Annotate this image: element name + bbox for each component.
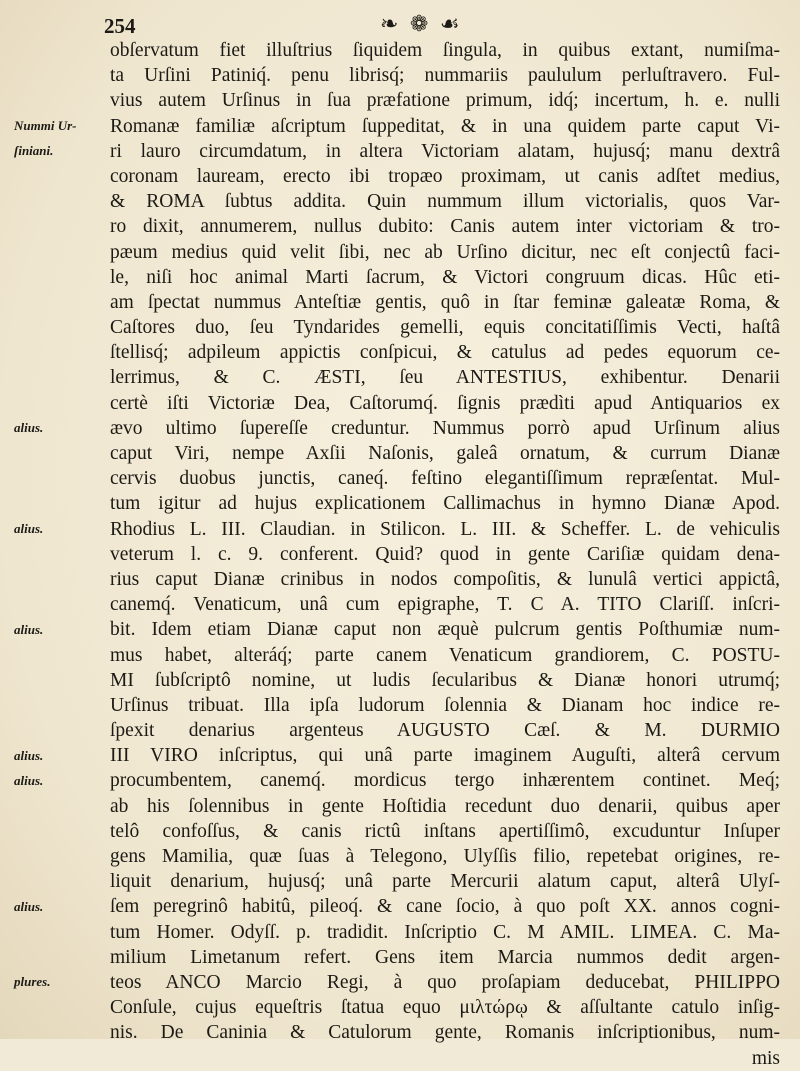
text-line: canemq́. Venaticum, unâ cum epigraphe, T. C A. TITO Clariſſ. inſcri- (110, 594, 780, 616)
text-line: caput Viri, nempe Axſii Naſonis, galeâ ornatum, & currum Dianæ (110, 443, 780, 464)
text-line: cervis duobus junctis, caneq́. feſtino elegantiſſimum repræſentat. Mul- (110, 468, 780, 490)
text-line: gens Mamilia, quæ ſuas à Telegono, Ulyſſis filio, repetebat origines, re- (110, 846, 780, 867)
text-line: Romanæ familiæ aſcriptum ſuppeditat, & in una quidem parte caput Vi- (110, 115, 780, 137)
margin-note: alius. (14, 772, 44, 788)
margin-note: ſiniani. (14, 142, 54, 158)
text-line: ab his ſolennibus in gente Hoſtidia recedunt duo denarii, quibus aper (110, 795, 780, 817)
text-line: am ſpectat nummus Anteſtiæ gentis, quô in ſtar feminæ galeatæ Roma, & (110, 291, 780, 313)
text-line: tum igitur ad hujus explicationem Callimachus in hymno Dianæ Apod. (110, 493, 780, 515)
margin-note: alius. (14, 621, 44, 637)
text-line: teos ANCO Marcio Regi, à quo proſapiam deducebat, PHILIPPO (110, 971, 780, 993)
text-line: ſem peregrinô habitû, pileoq́. & cane ſocio, à quo poſt XX. annos cogni- (110, 896, 780, 918)
text-line: bit. Idem etiam Dianæ caput non æquè pulcrum gentis Poſthumiæ num- (110, 619, 780, 641)
text-line: liquit denarium, hujusq́; unâ parte Mercurii alatum caput, alterâ Ulyſ- (110, 871, 780, 893)
margin-note: alius. (14, 747, 44, 763)
margin-note: plures. (14, 974, 51, 990)
text-line: veterum l. c. 9. conferent. Quid? quod in gente Cariſiæ quidam dena- (110, 543, 780, 565)
text-line: le, niſi hoc animal Marti ſacrum, & Victori congruum dicas. Hûc eti- (110, 266, 780, 288)
text-line: lerrimus, & C. ÆSTI, ſeu ANTESTIUS, exhibentur. Denarii (110, 367, 780, 389)
text-line: milium Limetanum refert. Gens item Marcia nummos dedit argen- (110, 946, 780, 968)
text-line: pæum medius quid velit ſibi, nec ab Urſino dicitur, nec eſt conjectû faci- (110, 241, 780, 263)
text-line: ri lauro circumdatum, in altera Victoriam alatam, hujusq́; manu dextrâ (110, 140, 780, 162)
text-line: rius caput Dianæ crinibus in nodos compoſitis, & lunulâ vertici appictâ, (110, 568, 780, 590)
text-line: certè iſti Victoriæ Dea, Caſtorumq́. ſignis prædìti apud Antiquarios ex (110, 392, 780, 414)
margin-note: alius. (14, 520, 44, 536)
page-number: 254 (104, 14, 136, 38)
text-line: Rhodius L. III. Claudian. in Stilicon. L. III. & Scheffer. L. de vehiculis (110, 518, 780, 540)
text-line: coronam lauream, erecto ibi tropæo proximam, ut canis adſtet medius, (110, 165, 780, 187)
text-line: Conſule, cujus equeſtris ſtatua equo μιλτώρῳ & aſſultante catulo inſig- (110, 997, 780, 1019)
text-line: ſpexit denarius argenteus AUGUSTO Cæſ. & M. DURMIO (110, 720, 780, 742)
text-line: procumbentem, canemq́. mordicus tergo inhærentem continet. Meq́; (110, 770, 780, 792)
margin-note: alius. (14, 420, 44, 435)
text-line: mis (751, 1047, 780, 1069)
page-header (0, 8, 800, 36)
text-line: MI ſubſcriptô nomine, ut ludis ſecularibus & Dianæ honori utrumq́; (110, 669, 780, 691)
text-line: ta Urſini Patiniq́. penu librisq́; nummariis paululum perluſtravero. Ful- (110, 65, 780, 87)
margin-note: Nummi Ur- (14, 117, 77, 133)
text-line: Caſtores duo, ſeu Tyndarides gemelli, equis concitatiſſimis Vecti, haſtâ (110, 317, 780, 339)
header-ornament: ❧ ❁ ☙ (380, 11, 463, 36)
text-line: tum Homer. Odyſſ. p. tradidit. Inſcriptio C. M AMIL. LIMEA. C. Ma- (110, 921, 780, 943)
text-line: & ROMA ſubtus addita. Quin nummum illum victorialis, quos Var- (110, 191, 780, 213)
text-line: ro dixit, annumerem, nullus dubito: Canis autem inter victoriam & tro- (110, 216, 780, 238)
text-line: obſervatum fiet illuſtrius ſiquidem ſingula, in quibus extant, numiſma- (110, 40, 780, 61)
text-line: ævo ultimo ſupereſſe creduntur. Nummus porrò apud Urſinum alius (110, 417, 780, 439)
body-text (110, 38, 780, 1071)
text-line: Urſinus tribuat. Illa ipſa ludorum ſolennia & Dianam hoc indice re- (110, 694, 780, 716)
text-line: III VIRO inſcriptus, qui unâ parte imaginem Auguſti, alterâ cervum (110, 745, 780, 767)
text-line: vius autem Urſinus in ſua præfatione primum, idq́; incertum, h. e. nulli (110, 90, 780, 112)
margin-note: alius. (14, 898, 44, 914)
text-line: nis. De Caninia & Catulorum gente, Romanis inſcriptionibus, num- (110, 1022, 780, 1044)
text-line: ſtellisq́; adpileum appictis conſpicui, & catulus ad pedes equorum ce- (110, 342, 780, 364)
text-line: telô confoſſus, & canis rictû inſtans apertiſſimô, excuduntur Inſuper (110, 820, 780, 842)
text-line: mus habet, alteráq́; parte canem Venaticum grandiorem, C. POSTU- (110, 644, 780, 666)
